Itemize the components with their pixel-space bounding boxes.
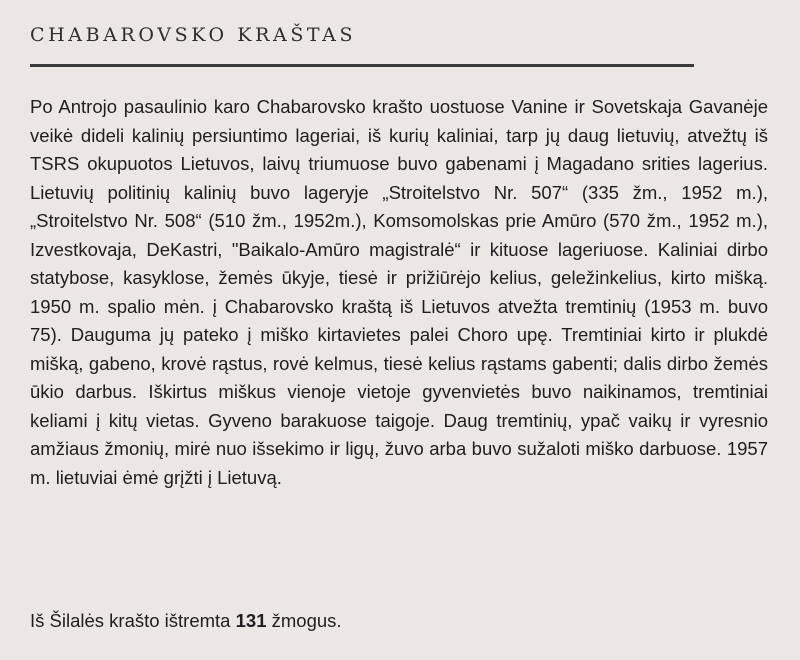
- article-paragraph: Po Antrojo pasaulinio karo Chabarovsko krašto uostuose Vanine ir Sovetskaja Gavanėje veikė dideli kalinių persiuntimo lageriai, iš kurių kaliniai, tarp jų daug lietuvių, atvežtų iš TSRS okupuotos Lietuvos, laivų triumuose buvo gabenami į Magadano srities lagerius. Lietuvių politinių kalinių buvo lageryje „Stroitelstvo Nr. 507“ (335 žm., 1952 m.), „Stroitelstvo Nr. 508“ (510 žm., 1952m.), Komsomolskas prie Amūro (570 žm., 1952 m.), Izvestkovaja, DeKastri, "Baikalo-Amūro magistralė“ ir kituose lageriuose. Kaliniai dirbo statybose, kasyklose, žemės ūkyje, tiesė ir prižiūrėjo kelius, geležinkelius, kirto mišką. 1950 m. spalio mėn. į Chabarovsko kraštą iš Lietuvos atvežta tremtinių (1953 m. buvo 75). Dauguma jų pateko į miško kirtavietes palei Choro upę. Tremtiniai kirto ir plukdė mišką, gabeno, krovė rąstus, rovė kelmus, tiesė kelius rąstams gabenti; dalis dirbo žemės ūkio darbus. Iškirtus miškus vienoje vietoje gyvenvietės buvo naikinamos, tremtiniai keliami į kitų vietas. Gyveno barakuose taigoje. Daug tremtinių, ypač vaikų ir vyresnio amžiaus žmonių, mirė nuo išsekimo ir ligų, žuvo arba buvo sužaloti miško darbuose. 1957 m. lietuviai ėmė grįžti į Lietuvą.: [30, 96, 768, 488]
- summary-suffix: žmogus.: [266, 610, 342, 631]
- deported-count: 131: [235, 610, 267, 631]
- summary-prefix: Iš Šilalės krašto ištremta: [30, 610, 236, 631]
- page-title: CHABAROVSKO KRAŠTAS: [30, 24, 357, 46]
- deportation-summary: [30, 607, 342, 636]
- title-divider: [30, 64, 694, 67]
